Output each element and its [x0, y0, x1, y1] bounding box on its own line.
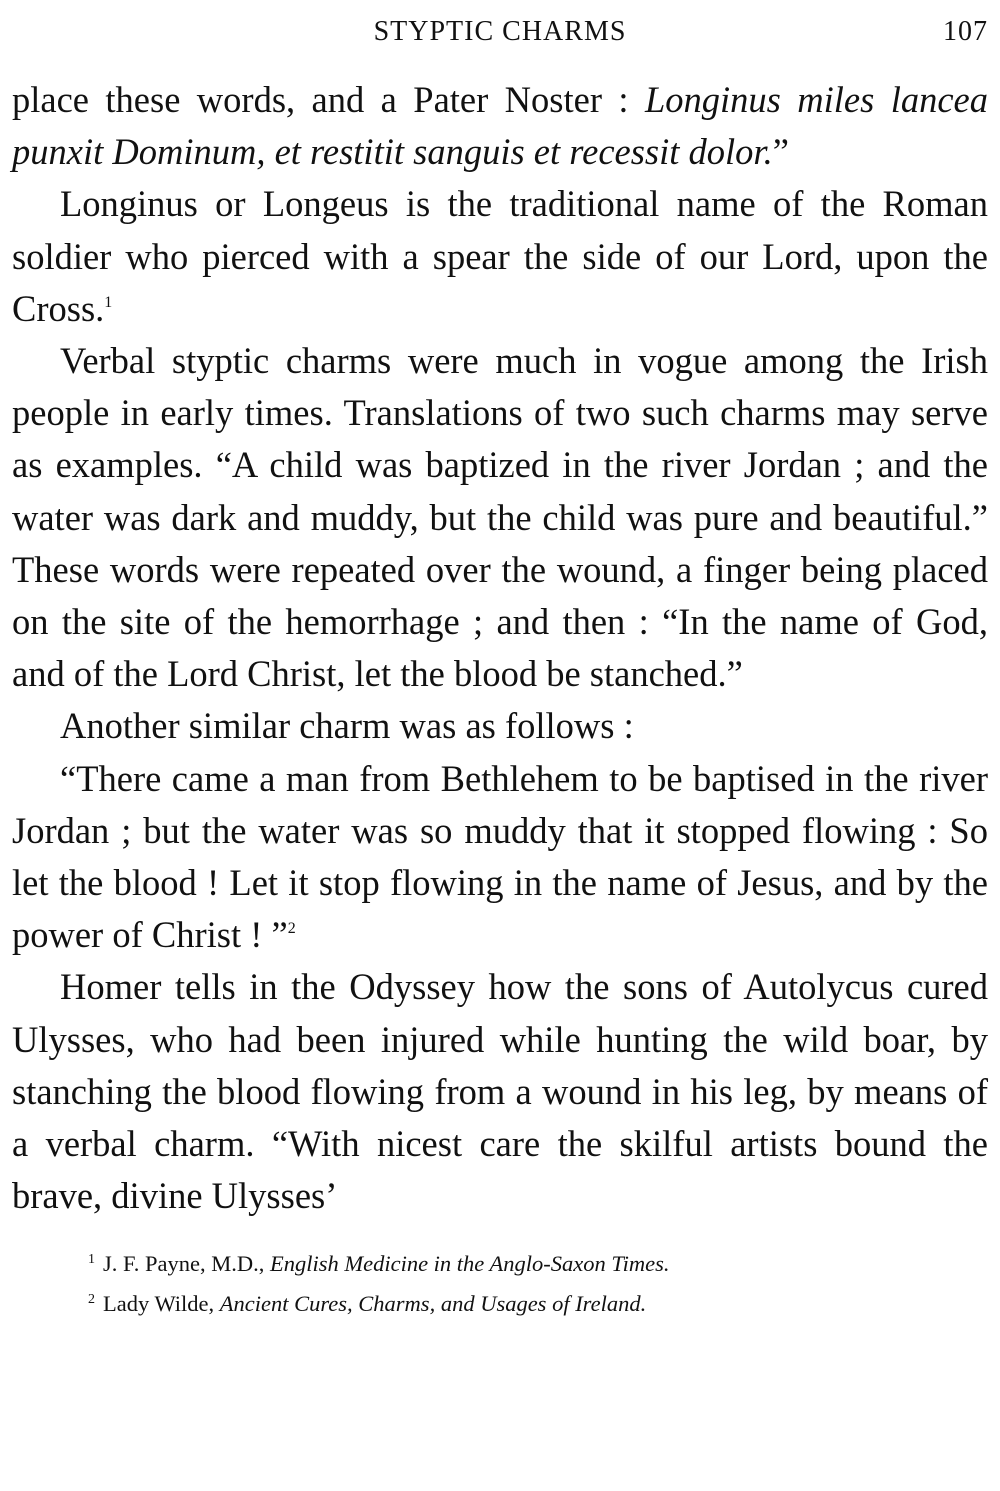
body-text: [12, 74, 988, 1222]
footnote-mark: 2: [88, 1292, 95, 1308]
footnote-reference: 2: [287, 920, 296, 938]
text-run: ”: [772, 131, 789, 173]
footnotes: [12, 1242, 988, 1322]
text-run: Another similar charm was as follows :: [60, 705, 634, 747]
paragraph: [12, 961, 988, 1222]
book-page: [12, 14, 988, 1322]
paragraph: [12, 178, 988, 335]
paragraph: [12, 700, 988, 752]
text-run: Homer tells in the Odyssey how the sons of Autolycus cured Ulysses, who had been injured while hunting the wild boar, by stanching the blood flowing from a wound in his leg, by means of a verbal charm. “With nicest care the skilful artists bound the brave, divine Ulysses’: [12, 966, 988, 1217]
text-run: place these words, and a Pater Noster :: [12, 79, 645, 120]
text-run: Verbal styptic charms were much in vogue among the Irish people in early times. Translations of two such charms may serve as examples. “A child was baptized in the river Jordan ; and the water was dark and muddy, but the child was pure and beautiful.” These words were repeated over the wound, a finger being placed on the site of the hemorrhage ; and then : “In the name of God, and of the Lord Christ, let the blood be stanched.”: [12, 340, 988, 695]
footnote-mark: 1: [88, 1252, 95, 1268]
text-run: Longinus or Longeus is the traditional name of the Roman soldier who pierced with a spear the side of our Lord, upon the Cross.: [12, 183, 988, 329]
text-run: Lady Wilde,: [103, 1291, 220, 1317]
running-head-title: STYPTIC CHARMS: [373, 16, 627, 47]
italic-text: Longinus miles lancea punxit Dominum, et restitit sanguis et recessit dolor.: [12, 79, 989, 173]
text-run: J. F. Payne, M.D.,: [103, 1251, 270, 1277]
page-number: 107: [943, 16, 988, 47]
footnote-reference: 1: [104, 293, 113, 311]
paragraph: [12, 74, 988, 178]
paragraph: [12, 335, 988, 700]
running-head: [12, 14, 988, 54]
italic-text: English Medicine in the Anglo-Saxon Times.: [269, 1251, 670, 1277]
footnote: [88, 1282, 988, 1322]
paragraph: [12, 753, 988, 962]
footnote: [88, 1242, 988, 1282]
text-run: “There came a man from Bethlehem to be baptised in the river Jordan ; but the water was so muddy that it stopped flowing : So let the blood ! Let it stop flowing in the name of Jesus, and by the power of Christ ! ”: [12, 757, 988, 956]
italic-text: Ancient Cures, Charms, and Usages of Ireland.: [219, 1291, 647, 1317]
